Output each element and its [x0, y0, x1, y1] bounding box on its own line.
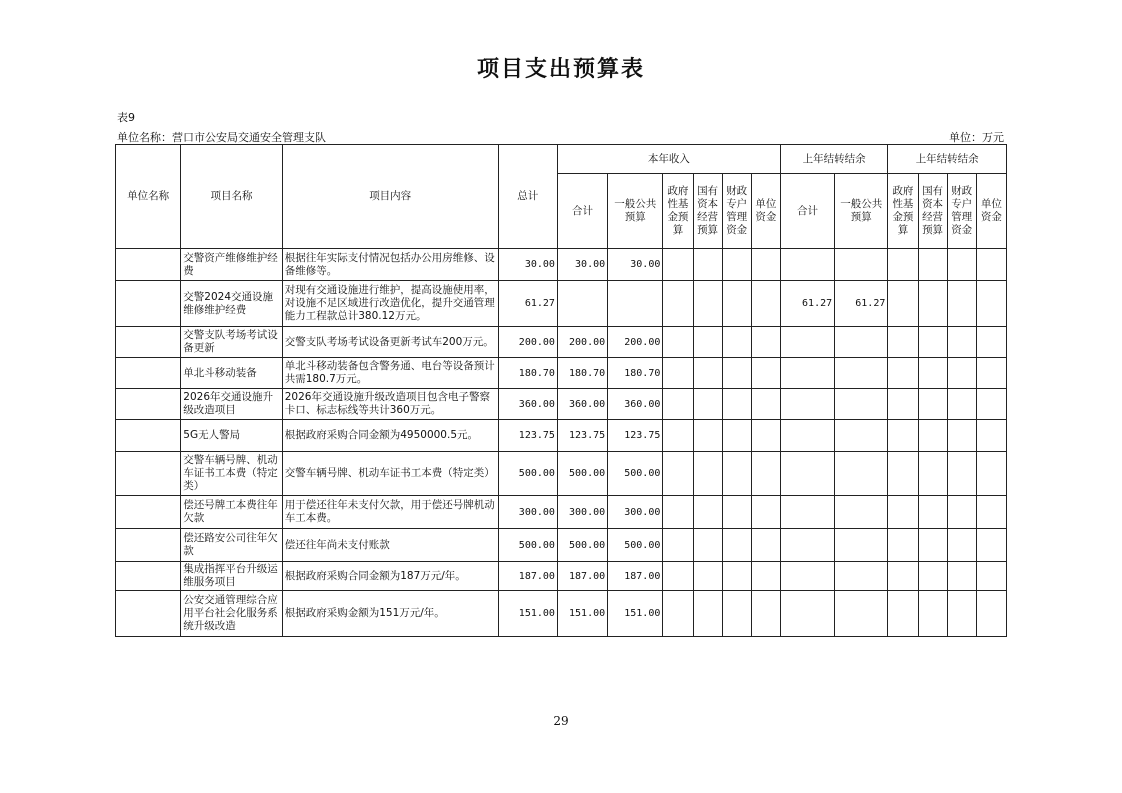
table-row: [116, 452, 1007, 496]
header-general-budget: 一般公共预算: [608, 174, 663, 249]
cell-prev-subtotal: [780, 358, 834, 389]
cell-total: 30.00: [498, 249, 557, 281]
cell-special-fund: [722, 591, 751, 637]
cell-income-subtotal: 187.00: [557, 562, 607, 591]
cell-prev-general: [835, 591, 888, 637]
cell-unit: [116, 420, 181, 452]
table-row: [116, 249, 1007, 281]
cell-income-subtotal: 500.00: [557, 529, 607, 562]
cell-prev-general: [835, 562, 888, 591]
cell-state-capital: [693, 420, 722, 452]
table-row: [116, 389, 1007, 420]
cell-income-subtotal: 200.00: [557, 327, 607, 358]
cell-prev-state-capital: [918, 452, 947, 496]
cell-unit-fund: [751, 452, 780, 496]
cell-prev-subtotal: [780, 562, 834, 591]
cell-prev-general: [835, 452, 888, 496]
cell-project-name: 公安交通管理综合应用平台社会化服务系统升级改造: [181, 591, 282, 637]
cell-total: 123.75: [498, 420, 557, 452]
cell-prev-gov-fund: [888, 591, 918, 637]
cell-prev-special-fund: [947, 420, 976, 452]
cell-special-fund: [722, 452, 751, 496]
cell-prev-gov-fund: [888, 327, 918, 358]
cell-project-content: 根据往年实际支付情况包括办公用房维修、设备维修等。: [282, 249, 498, 281]
cell-state-capital: [693, 591, 722, 637]
cell-special-fund: [722, 358, 751, 389]
cell-prev-unit-fund: [976, 281, 1006, 327]
cell-project-content: 对现有交通设施进行维护，提高设施使用率，对设施不足区域进行改造优化，提升交通管理能力工程款总计380.12万元。: [282, 281, 498, 327]
cell-project-name: 单北斗移动装备: [181, 358, 282, 389]
cell-special-fund: [722, 281, 751, 327]
cell-prev-subtotal: [780, 420, 834, 452]
header-current-year-income: 本年收入: [557, 145, 780, 174]
cell-project-content: 根据政府采购金额为151万元/年。: [282, 591, 498, 637]
cell-state-capital: [693, 562, 722, 591]
cell-state-capital: [693, 327, 722, 358]
header-prev-special-fund: 财政专户管理资金: [947, 174, 976, 249]
cell-unit: [116, 358, 181, 389]
cell-gov-fund: [663, 358, 693, 389]
cell-unit-fund: [751, 562, 780, 591]
cell-prev-state-capital: [918, 358, 947, 389]
cell-project-name: 偿还号牌工本费往年欠款: [181, 496, 282, 529]
cell-state-capital: [693, 389, 722, 420]
cell-prev-subtotal: [780, 389, 834, 420]
cell-prev-subtotal: [780, 591, 834, 637]
cell-project-content: 根据政府采购合同金额为187万元/年。: [282, 562, 498, 591]
cell-prev-general: [835, 358, 888, 389]
cell-prev-special-fund: [947, 529, 976, 562]
cell-general-budget: 151.00: [608, 591, 663, 637]
cell-prev-general: [835, 327, 888, 358]
cell-project-name: 交警支队考场考试设备更新: [181, 327, 282, 358]
header-gov-fund: 政府性基金预算: [663, 174, 693, 249]
cell-special-fund: [722, 249, 751, 281]
cell-general-budget: 30.00: [608, 249, 663, 281]
cell-general-budget: 500.00: [608, 529, 663, 562]
cell-prev-gov-fund: [888, 529, 918, 562]
cell-total: 360.00: [498, 389, 557, 420]
cell-special-fund: [722, 389, 751, 420]
table-number: 表9: [117, 111, 135, 124]
header-prev-state-capital: 国有资本经营预算: [918, 174, 947, 249]
cell-income-subtotal: 123.75: [557, 420, 607, 452]
header-unit-fund: 单位资金: [751, 174, 780, 249]
cell-prev-gov-fund: [888, 496, 918, 529]
cell-prev-state-capital: [918, 281, 947, 327]
cell-project-name: 偿还路安公司往年欠款: [181, 529, 282, 562]
cell-prev-unit-fund: [976, 591, 1006, 637]
cell-total: 61.27: [498, 281, 557, 327]
cell-gov-fund: [663, 249, 693, 281]
cell-prev-unit-fund: [976, 389, 1006, 420]
cell-gov-fund: [663, 281, 693, 327]
cell-prev-subtotal: [780, 529, 834, 562]
cell-project-name: 5G无人警局: [181, 420, 282, 452]
cell-unit: [116, 327, 181, 358]
cell-general-budget: 500.00: [608, 452, 663, 496]
cell-prev-subtotal: [780, 249, 834, 281]
page-number: 29: [553, 714, 569, 728]
cell-prev-unit-fund: [976, 420, 1006, 452]
cell-special-fund: [722, 327, 751, 358]
cell-prev-gov-fund: [888, 452, 918, 496]
header-prev-gov-fund: 政府性基金预算: [888, 174, 918, 249]
cell-general-budget: 187.00: [608, 562, 663, 591]
cell-gov-fund: [663, 389, 693, 420]
cell-unit-fund: [751, 327, 780, 358]
header-project-name: 项目名称: [181, 145, 282, 249]
cell-prev-state-capital: [918, 389, 947, 420]
cell-prev-gov-fund: [888, 358, 918, 389]
cell-unit: [116, 496, 181, 529]
cell-prev-general: [835, 496, 888, 529]
cell-prev-special-fund: [947, 389, 976, 420]
cell-unit-fund: [751, 358, 780, 389]
cell-prev-special-fund: [947, 358, 976, 389]
cell-total: 180.70: [498, 358, 557, 389]
cell-prev-subtotal: [780, 327, 834, 358]
cell-state-capital: [693, 249, 722, 281]
cell-special-fund: [722, 420, 751, 452]
cell-prev-general: [835, 420, 888, 452]
cell-prev-unit-fund: [976, 562, 1006, 591]
cell-general-budget: 300.00: [608, 496, 663, 529]
cell-prev-subtotal: [780, 496, 834, 529]
cell-gov-fund: [663, 562, 693, 591]
document-title: 项目支出预算表: [476, 56, 645, 82]
cell-state-capital: [693, 496, 722, 529]
cell-project-name: 交警车辆号牌、机动车证书工本费（特定类）: [181, 452, 282, 496]
table-row: [116, 529, 1007, 562]
cell-prev-special-fund: [947, 249, 976, 281]
cell-project-name: 交警2024交通设施维修维护经费: [181, 281, 282, 327]
cell-income-subtotal: 300.00: [557, 496, 607, 529]
cell-prev-special-fund: [947, 591, 976, 637]
cell-project-name: 集成指挥平台升级运维服务项目: [181, 562, 282, 591]
header-prev-subtotal: 合计: [780, 174, 834, 249]
cell-prev-state-capital: [918, 327, 947, 358]
cell-income-subtotal: 30.00: [557, 249, 607, 281]
header-carryover: 上年结转结余: [780, 145, 887, 174]
cell-gov-fund: [663, 327, 693, 358]
header-project-content: 项目内容: [282, 145, 498, 249]
cell-prev-gov-fund: [888, 281, 918, 327]
cell-gov-fund: [663, 452, 693, 496]
cell-unit: [116, 249, 181, 281]
table-row: [116, 327, 1007, 358]
project-budget-table: [115, 144, 1007, 637]
cell-unit: [116, 281, 181, 327]
cell-gov-fund: [663, 529, 693, 562]
cell-project-content: 偿还往年尚未支付账款: [282, 529, 498, 562]
cell-project-content: 交警车辆号牌、机动车证书工本费（特定类）: [282, 452, 498, 496]
cell-unit-fund: [751, 281, 780, 327]
cell-state-capital: [693, 281, 722, 327]
cell-prev-state-capital: [918, 249, 947, 281]
cell-unit-fund: [751, 496, 780, 529]
header-carryover-right: 上年结转结余: [888, 145, 1007, 174]
cell-prev-unit-fund: [976, 496, 1006, 529]
cell-project-content: 根据政府采购合同金额为4950000.5元。: [282, 420, 498, 452]
cell-total: 500.00: [498, 452, 557, 496]
cell-unit: [116, 562, 181, 591]
cell-income-subtotal: [557, 281, 607, 327]
cell-general-budget: 180.70: [608, 358, 663, 389]
header-prev-general: 一般公共预算: [835, 174, 888, 249]
cell-prev-general: [835, 529, 888, 562]
cell-project-content: 单北斗移动装备包含警务通、电台等设备预计共需180.7万元。: [282, 358, 498, 389]
cell-income-subtotal: 180.70: [557, 358, 607, 389]
cell-prev-state-capital: [918, 496, 947, 529]
cell-prev-special-fund: [947, 327, 976, 358]
cell-prev-gov-fund: [888, 389, 918, 420]
header-prev-unit-fund: 单位资金: [976, 174, 1006, 249]
cell-prev-state-capital: [918, 529, 947, 562]
cell-state-capital: [693, 358, 722, 389]
cell-special-fund: [722, 562, 751, 591]
table-row: [116, 562, 1007, 591]
cell-general-budget: 123.75: [608, 420, 663, 452]
table-row: [116, 281, 1007, 327]
cell-prev-general: [835, 249, 888, 281]
cell-unit-fund: [751, 389, 780, 420]
cell-project-content: 2026年交通设施升级改造项目包含电子警察卡口、标志标线等共计360万元。: [282, 389, 498, 420]
header-total: 总计: [498, 145, 557, 249]
cell-prev-unit-fund: [976, 249, 1006, 281]
cell-unit: [116, 452, 181, 496]
cell-project-name: 交警资产维修维护经费: [181, 249, 282, 281]
cell-prev-unit-fund: [976, 327, 1006, 358]
cell-unit: [116, 529, 181, 562]
cell-prev-unit-fund: [976, 529, 1006, 562]
cell-prev-general: [835, 389, 888, 420]
cell-total: 151.00: [498, 591, 557, 637]
cell-unit-fund: [751, 249, 780, 281]
cell-prev-general: 61.27: [835, 281, 888, 327]
table-row: [116, 358, 1007, 389]
cell-state-capital: [693, 452, 722, 496]
header-subtotal: 合计: [557, 174, 607, 249]
cell-prev-special-fund: [947, 562, 976, 591]
cell-special-fund: [722, 496, 751, 529]
header-unit-name: 单位名称: [116, 145, 181, 249]
cell-income-subtotal: 500.00: [557, 452, 607, 496]
cell-total: 200.00: [498, 327, 557, 358]
cell-unit-fund: [751, 420, 780, 452]
cell-prev-gov-fund: [888, 562, 918, 591]
cell-prev-gov-fund: [888, 420, 918, 452]
cell-total: 187.00: [498, 562, 557, 591]
cell-income-subtotal: 151.00: [557, 591, 607, 637]
cell-state-capital: [693, 529, 722, 562]
header-special-fund: 财政专户管理资金: [722, 174, 751, 249]
table-row: [116, 591, 1007, 637]
cell-project-content: 交警支队考场考试设备更新考试车200万元。: [282, 327, 498, 358]
cell-total: 300.00: [498, 496, 557, 529]
cell-special-fund: [722, 529, 751, 562]
cell-general-budget: [608, 281, 663, 327]
cell-prev-subtotal: 61.27: [780, 281, 834, 327]
cell-project-name: 2026年交通设施升级改造项目: [181, 389, 282, 420]
cell-prev-state-capital: [918, 562, 947, 591]
cell-income-subtotal: 360.00: [557, 389, 607, 420]
cell-general-budget: 360.00: [608, 389, 663, 420]
cell-prev-subtotal: [780, 452, 834, 496]
cell-unit-fund: [751, 591, 780, 637]
cell-general-budget: 200.00: [608, 327, 663, 358]
cell-prev-unit-fund: [976, 452, 1006, 496]
cell-prev-state-capital: [918, 420, 947, 452]
table-row: [116, 420, 1007, 452]
cell-prev-gov-fund: [888, 249, 918, 281]
cell-unit-fund: [751, 529, 780, 562]
header-state-capital: 国有资本经营预算: [693, 174, 722, 249]
cell-unit: [116, 389, 181, 420]
cell-prev-special-fund: [947, 496, 976, 529]
cell-prev-special-fund: [947, 281, 976, 327]
cell-gov-fund: [663, 496, 693, 529]
cell-unit: [116, 591, 181, 637]
cell-prev-state-capital: [918, 591, 947, 637]
table-row: [116, 496, 1007, 529]
cell-gov-fund: [663, 420, 693, 452]
cell-project-content: 用于偿还往年未支付欠款，用于偿还号牌机动车工本费。: [282, 496, 498, 529]
cell-prev-special-fund: [947, 452, 976, 496]
cell-total: 500.00: [498, 529, 557, 562]
cell-gov-fund: [663, 591, 693, 637]
cell-prev-unit-fund: [976, 358, 1006, 389]
currency-unit-label: 单位：万元: [949, 131, 1004, 144]
unit-name-label: 单位名称：营口市公安局交通安全管理支队: [117, 131, 326, 144]
